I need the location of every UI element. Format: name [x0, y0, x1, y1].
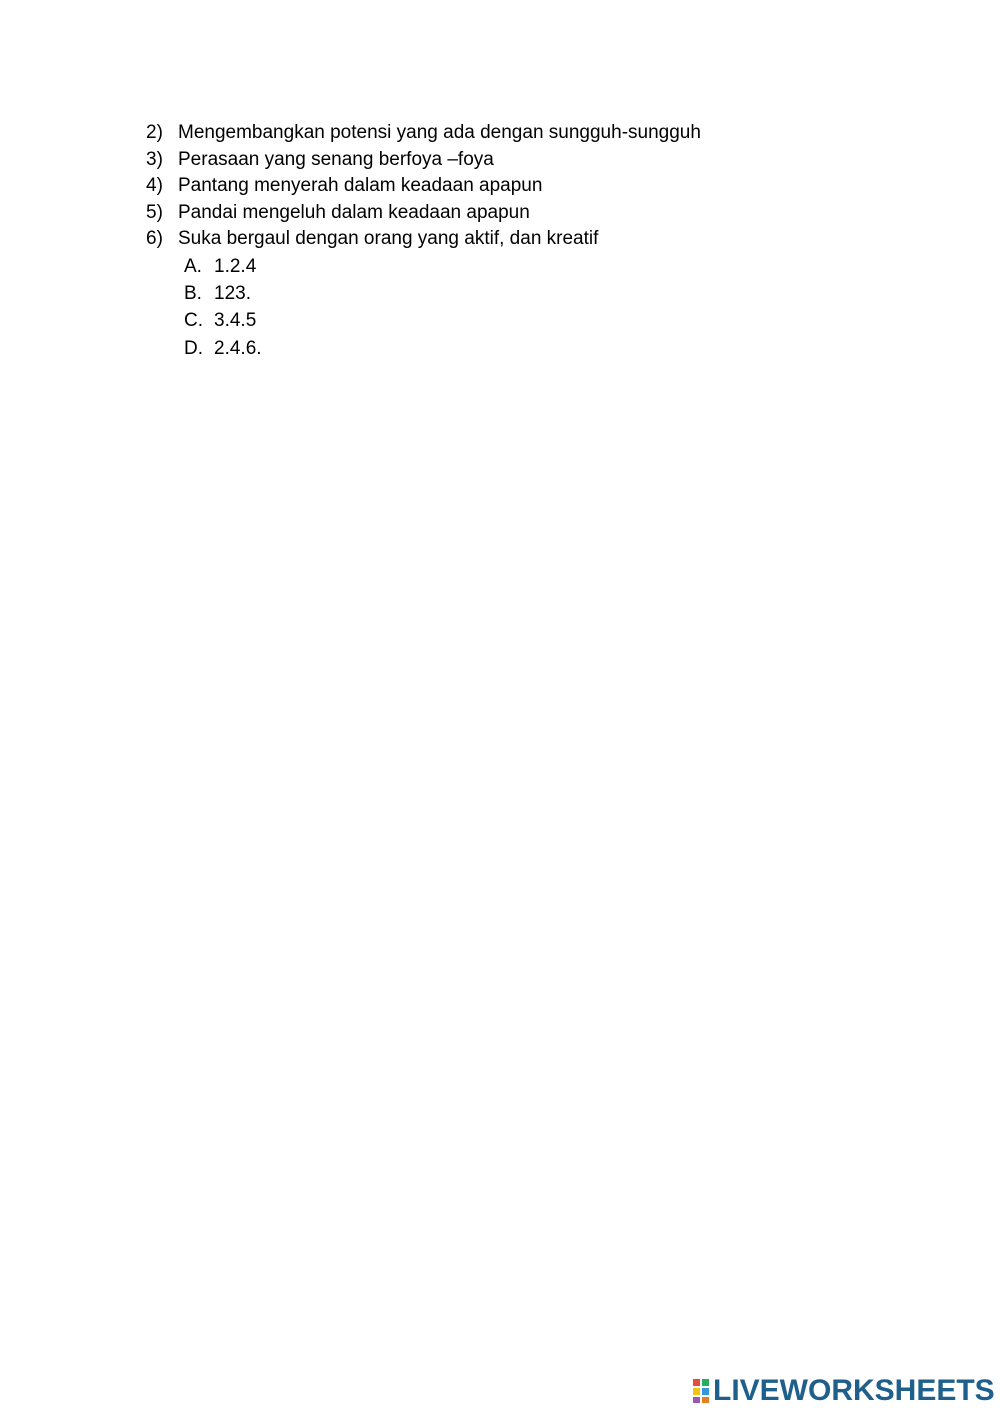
- statement-text: Pandai mengeluh dalam keadaan apapun: [178, 201, 530, 223]
- option-letter: D.: [184, 337, 203, 359]
- answer-options: [146, 253, 701, 362]
- logo-mark-icon: [692, 1378, 710, 1404]
- option-text: 3.4.5: [214, 310, 257, 332]
- logo-tile: [701, 1396, 710, 1404]
- logo-tile: [692, 1396, 701, 1404]
- statement-number: 6): [146, 228, 163, 250]
- statement-item: [146, 200, 701, 227]
- logo-tile: [692, 1387, 701, 1396]
- logo-tile: [692, 1378, 701, 1387]
- statement-item: [146, 147, 701, 174]
- statement-number: 4): [146, 175, 163, 197]
- option-letter: B.: [184, 283, 202, 305]
- statement-text: Perasaan yang senang berfoya –foya: [178, 148, 494, 170]
- statement-number: 3): [146, 148, 163, 170]
- option-letter: A.: [184, 255, 202, 277]
- statement-list: [146, 120, 701, 362]
- statement-text: Suka bergaul dengan orang yang aktif, dan kreatif: [178, 228, 599, 250]
- option-text: 123.: [214, 283, 251, 305]
- statement-item: [146, 173, 701, 200]
- answer-option-d: [184, 335, 701, 362]
- logo-tile: [701, 1387, 710, 1396]
- logo-tile: [701, 1378, 710, 1387]
- answer-option-a: [184, 253, 701, 280]
- answer-option-b: [184, 280, 701, 307]
- option-text: 1.2.4: [214, 255, 257, 277]
- statement-item: [146, 226, 701, 253]
- statement-item: [146, 120, 701, 147]
- statement-number: 2): [146, 122, 163, 143]
- liveworksheets-logo: [692, 1374, 995, 1408]
- statement-number: 5): [146, 201, 163, 223]
- logo-wordmark: LIVEWORKSHEETS: [713, 1374, 995, 1407]
- option-letter: C.: [184, 310, 203, 332]
- answer-option-c: [184, 307, 701, 334]
- statement-text: Pantang menyerah dalam keadaan apapun: [178, 175, 543, 197]
- option-text: 2.4.6.: [214, 337, 262, 359]
- statement-text: Mengembangkan potensi yang ada dengan sungguh-sungguh: [178, 122, 701, 143]
